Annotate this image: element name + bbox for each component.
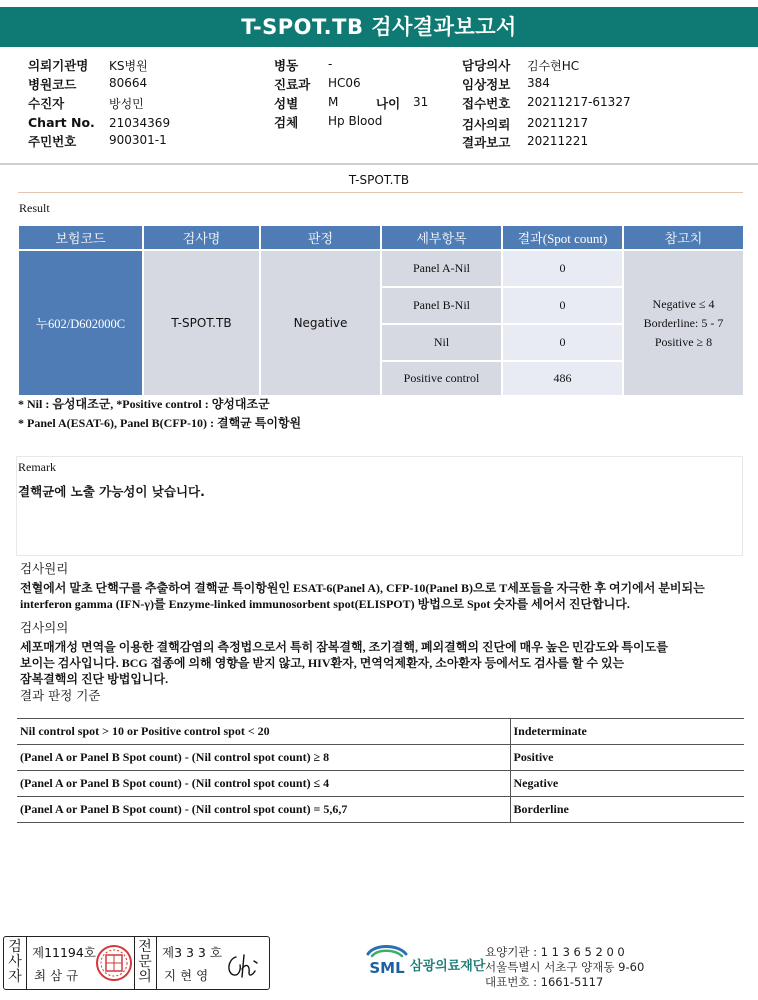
header-reference: 참고치	[623, 225, 744, 250]
criteria-condition: (Panel A or Panel B Spot count) - (Nil control spot count) ≥ 8	[17, 745, 510, 771]
handwritten-signature-icon	[224, 951, 262, 981]
test-name-cell: T-SPOT.TB	[143, 250, 260, 396]
item-value-cell: 0	[502, 287, 623, 324]
request-label: 검사의뢰	[462, 117, 511, 132]
remark-label: Remark	[18, 460, 56, 474]
examiner-label: 검사자	[8, 939, 22, 985]
result-table	[17, 224, 745, 397]
clinical-label: 임상정보	[462, 77, 511, 92]
specimen-value: Hp Blood	[328, 114, 383, 128]
signature-divider	[26, 937, 27, 989]
header-judgement: 판정	[260, 225, 381, 250]
table-row	[18, 250, 744, 287]
ward-label: 병동	[274, 58, 299, 73]
principle-text	[20, 580, 745, 612]
item-value-cell: 0	[502, 250, 623, 287]
lab-phone: 대표번호 : 1661-5117	[485, 975, 604, 989]
specimen-label: 검체	[274, 115, 299, 130]
criteria-condition: (Panel A or Panel B Spot count) - (Nil control spot count) = 5,6,7	[17, 797, 510, 823]
clinical-value: 384	[527, 76, 550, 90]
signature-box	[3, 936, 270, 990]
doctor-label: 담당의사	[462, 58, 511, 73]
institution-value: KS병원	[109, 59, 148, 73]
criteria-table	[17, 718, 744, 823]
table-row	[17, 771, 744, 797]
header-divider	[0, 163, 758, 165]
specialist-name: 지 현 영	[164, 968, 209, 983]
sml-logo-text: SML	[369, 959, 405, 976]
ward-value: -	[328, 57, 333, 71]
criteria-result: Positive	[510, 745, 744, 771]
sml-logo-icon	[364, 942, 410, 976]
dept-value: HC06	[328, 76, 361, 90]
lab-name: 삼광의료재단	[410, 959, 486, 974]
criteria-label: 결과 판정 기준	[20, 688, 101, 703]
significance-line: 세포매개성 면역을 이용한 결핵감염의 측정법으로서 특히 잠복결핵, 조기결핵, 폐외결핵의 진단에 매우 높은 민감도와 특이도를	[20, 640, 668, 654]
note-panel: * Panel A(ESAT-6), Panel B(CFP-10) : 결핵균 특이항원	[18, 416, 302, 430]
examiner-name: 최 삼 규	[34, 968, 79, 983]
reference-borderline: Borderline: 5 - 7	[643, 315, 724, 330]
sex-value: M	[328, 95, 339, 109]
examiner-license: 제11194호	[32, 945, 96, 960]
criteria-result: Negative	[510, 771, 744, 797]
resident-label: 주민번호	[28, 134, 77, 149]
age-value: 31	[413, 95, 429, 109]
insurance-code-cell: 누602/D602000C	[18, 250, 143, 396]
reference-cell	[623, 250, 744, 396]
signature-divider	[156, 937, 157, 989]
request-value: 20211217	[527, 116, 589, 130]
significance-text	[20, 639, 745, 687]
hospital-code-label: 병원코드	[28, 77, 77, 92]
criteria-condition: Nil control spot > 10 or Positive control spot < 20	[17, 719, 510, 745]
report-value: 20211221	[527, 134, 589, 148]
seal-stamp-icon	[94, 943, 134, 983]
item-name-cell: Panel B-Nil	[381, 287, 502, 324]
dept-label: 진료과	[274, 77, 311, 92]
section-title: T-SPOT.TB	[348, 173, 410, 187]
significance-label: 검사의의	[20, 620, 69, 635]
chart-label: Chart No.	[28, 115, 95, 130]
principle-label: 검사원리	[20, 561, 69, 576]
hospital-code-value: 80664	[109, 76, 148, 90]
receipt-value: 20211217-61327	[527, 95, 631, 109]
report-title: T-SPOT.TB 검사결과보고서	[0, 7, 758, 47]
item-value-cell: 486	[502, 361, 623, 396]
header-detail-item: 세부항목	[381, 225, 502, 250]
item-name-cell: Nil	[381, 324, 502, 361]
age-label: 나이	[376, 96, 401, 111]
report-label: 결과보고	[462, 135, 511, 150]
result-header-row	[18, 225, 744, 250]
criteria-result: Borderline	[510, 797, 744, 823]
examinee-value: 방성민	[109, 97, 144, 111]
principle-line: interferon gamma (IFN-γ)를 Enzyme-linked immunosorbent spot(ELISPOT) 방법으로 Spot 숫자를 세어서 진단합니다.	[20, 597, 630, 611]
specialist-label: 전문의	[138, 939, 152, 985]
header-insurance-code: 보험코드	[18, 225, 143, 250]
signature-divider	[134, 937, 135, 989]
judgement-cell: Negative	[260, 250, 381, 396]
item-value-cell: 0	[502, 324, 623, 361]
section-divider	[18, 192, 743, 193]
item-name-cell: Panel A-Nil	[381, 250, 502, 287]
resident-value: 900301-1	[109, 133, 167, 147]
specialist-license: 제3 3 3 호	[162, 945, 222, 960]
table-row	[17, 719, 744, 745]
significance-line: 보이는 검사입니다. BCG 접종에 의해 영향을 받지 않고, HIV환자, 면역억제환자, 소아환자 등에서도 검사를 할 수 있는	[20, 656, 625, 670]
header-test-name: 검사명	[143, 225, 260, 250]
receipt-label: 접수번호	[462, 96, 511, 111]
criteria-result: Indeterminate	[510, 719, 744, 745]
remark-text: 결핵균에 노출 가능성이 낮습니다.	[18, 484, 205, 499]
lab-institution-no: 요양기관 : 1 1 3 6 5 2 0 0	[485, 945, 625, 959]
chart-value: 21034369	[109, 116, 171, 130]
institution-label: 의뢰기관명	[28, 58, 89, 73]
lab-address: 서울특별시 서초구 양재동 9-60	[485, 960, 645, 974]
examinee-label: 수진자	[28, 96, 65, 111]
reference-negative: Negative ≤ 4	[652, 296, 715, 311]
table-row	[17, 745, 744, 771]
sex-label: 성별	[274, 96, 299, 111]
doctor-value: 김수현HC	[527, 59, 580, 73]
item-name-cell: Positive control	[381, 361, 502, 396]
note-nil: * Nil : 음성대조군, *Positive control : 양성대조군	[18, 397, 270, 411]
result-label: Result	[19, 201, 50, 215]
criteria-condition: (Panel A or Panel B Spot count) - (Nil control spot count) ≤ 4	[17, 771, 510, 797]
remark-box	[16, 456, 743, 556]
reference-positive: Positive ≥ 8	[654, 334, 713, 349]
table-row	[17, 797, 744, 823]
significance-line: 잠복결핵의 진단 방법입니다.	[20, 672, 169, 686]
header-result: 결과(Spot count)	[502, 225, 623, 250]
principle-line: 전혈에서 말초 단핵구를 추출하여 결핵균 특이항원인 ESAT-6(Panel A), CFP-10(Panel B)으로 T세포들을 자극한 후 여기에서 분비되는	[20, 581, 705, 595]
